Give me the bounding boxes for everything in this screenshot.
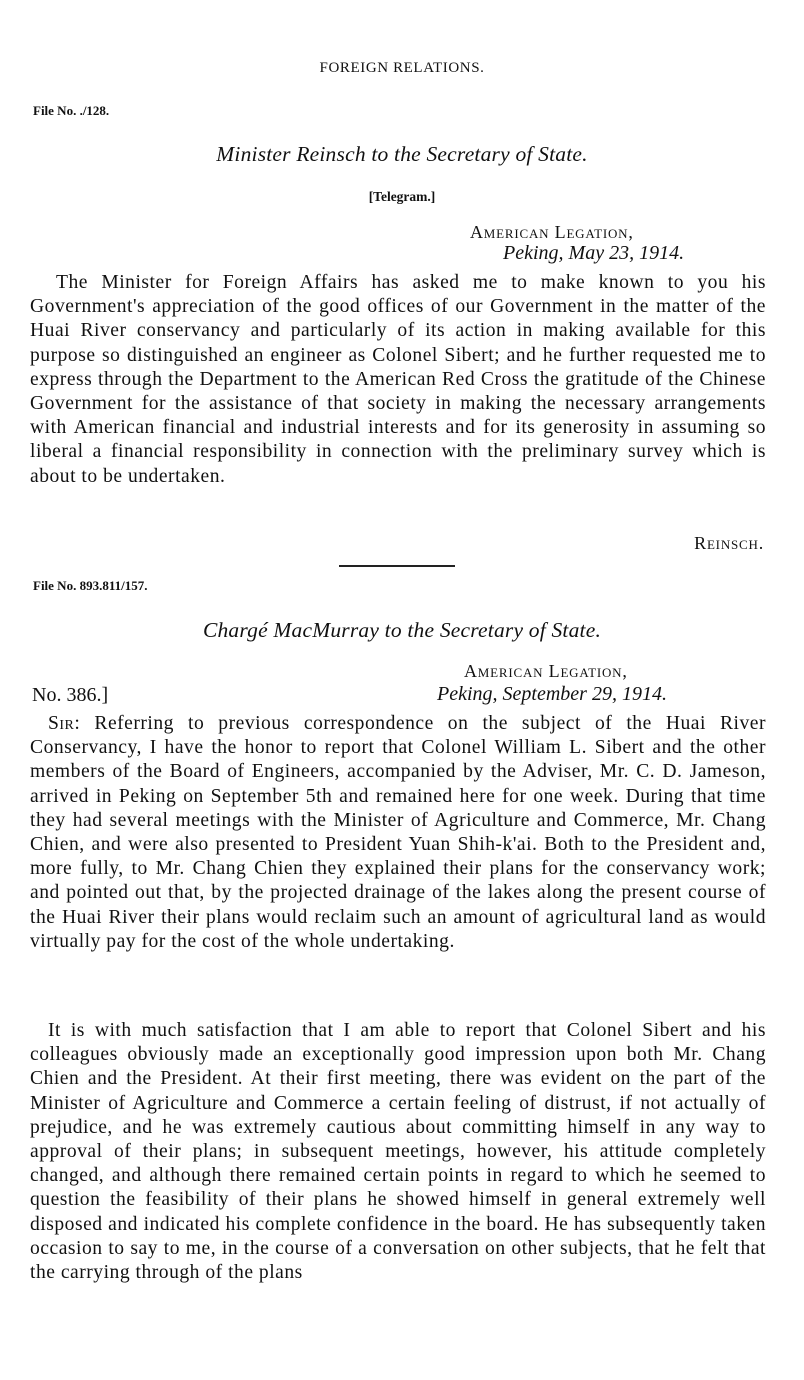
running-head: FOREIGN RELATIONS. <box>319 60 485 76</box>
dispatch-number: No. 386.] <box>32 684 109 706</box>
signature: Reinsch. <box>694 533 764 553</box>
file-number: File No. ./128. <box>33 103 110 118</box>
body-paragraph <box>30 712 766 954</box>
document-title: Chargé MacMurray to the Secretary of State. <box>202 618 602 642</box>
salutation: Sir: <box>48 713 81 734</box>
paragraph-text: Referring to previous correspondence on the subject of the Huai River Conservancy, I have the honor to report that Colonel William L. Sibert and the other members of the Board of Engineers, accompanied by the Adviser, Mr. C. D. Jameson, arrived in Peking on September 5th and remained here for one week. During that time they had several meetings with the Minister of Agriculture and Commerce, Mr. Chang Chien, and were also presented to President Yuan Shih-k'ai. Both to the President and, more fully, to Mr. Chang Chien they explained their plans for the conservancy work; and pointed out that, by the projected drainage of the lakes along the present course of the Huai River their plans would reclaim such an amount of agricultural land as would virtually pay for the cost of the whole undertaking. <box>30 713 766 952</box>
date-line: Peking, September 29, 1914. <box>437 683 667 705</box>
place-line: American Legation, <box>464 661 628 681</box>
body-paragraph: The Minister for Foreign Affairs has asked me to make known to you his Government's appreciation of the good offices of our Government in the matter of the Huai River conservancy and particularly of its action in making available for this purpose so distinguished an engineer as Colonel Sibert; and he further requested me to express through the Department to the American Red Cross the gratitude of the Chinese Government for the assistance of that society in making the necessary arrangements with American financial and industrial interests and for its generosity in assuming so liberal a financial responsibility in connection with the preliminary survey which is about to be undertaken. <box>30 272 766 487</box>
telegram-note: [Telegram.] <box>368 189 436 204</box>
place-line: American Legation, <box>470 222 634 242</box>
file-number: File No. 893.811/157. <box>33 578 148 593</box>
date-line: Peking, May 23, 1914. <box>503 242 685 264</box>
body-paragraph: It is with much satisfaction that I am able to report that Colonel Sibert and his colleagues obviously made an exceptionally good impression upon both Mr. Chang Chien and the President. At their first meeting, there was evident on the part of the Minister of Agriculture and Commerce a certain feeling of distrust, if not actually of prejudice, and he was extremely cautious about committing himself in any way to approval of their plans; in subsequent meetings, however, his attitude completely changed, and although there remained certain points in regard to which he seemed to question the feasibility of their plans he showed himself in general extremely well disposed and indicated his complete confidence in the board. He has subsequently taken occasion to say to me, in the course of a conversation on other subjects, that he felt that the carrying through of the plans <box>30 1020 766 1284</box>
section-divider <box>339 565 455 567</box>
document-title: Minister Reinsch to the Secretary of State. <box>216 142 588 166</box>
